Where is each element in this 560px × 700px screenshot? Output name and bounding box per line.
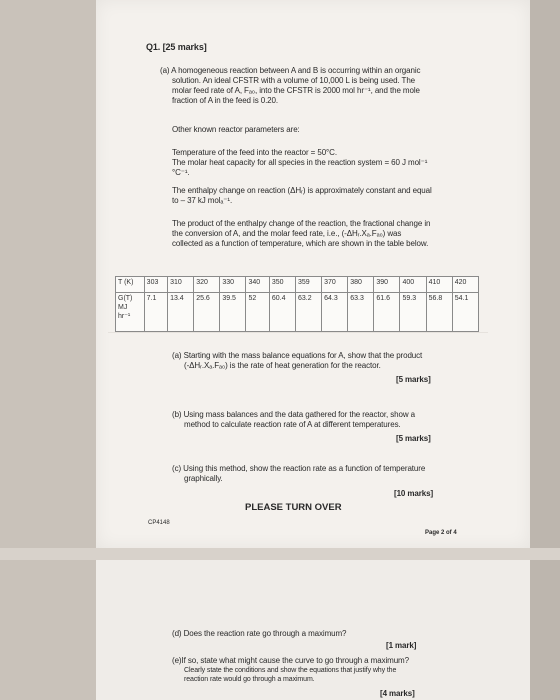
background-right <box>530 0 560 700</box>
part-b-marks: [5 marks] <box>396 434 431 443</box>
part-c-line-1: (c) Using this method, show the reaction rate as a function of temperature <box>172 464 426 473</box>
part-d-marks: [1 mark] <box>386 641 417 650</box>
table-cell: 390 <box>374 277 400 293</box>
table-cell: 330 <box>220 277 246 293</box>
table-cell: 359 <box>295 277 321 293</box>
table-cell: 380 <box>348 277 374 293</box>
intro-line-2: solution. An ideal CFSTR with a volume of 10,000 L is being used. The <box>172 76 416 85</box>
part-a-marks: [5 marks] <box>396 375 431 384</box>
table-cell: 61.6 <box>374 292 400 331</box>
table-row-label-line: G(T) <box>118 294 133 302</box>
background-left <box>0 0 96 700</box>
table-row <box>116 292 479 331</box>
param-heat-capacity-units: °C⁻¹. <box>172 168 190 177</box>
param-heat-capacity: The molar heat capacity for all species in the reaction system = 60 J mol⁻¹ <box>172 158 428 167</box>
part-a-line-2: (-ΔHᵣ.Xₐ.Fₐ₀) is the rate of heat generation for the reactor. <box>184 361 381 370</box>
table-cell: 59.3 <box>400 292 426 331</box>
param-enthalpy: The enthalpy change on reaction (ΔHᵣ) is approximately constant and equal <box>172 186 432 195</box>
product-line-3: collected as a function of temperature, which are shown in the table below. <box>172 239 429 248</box>
table-row-label <box>116 292 145 331</box>
params-title: Other known reactor parameters are: <box>172 125 300 134</box>
data-table <box>115 276 479 332</box>
table-cell: 25.6 <box>194 292 220 331</box>
table-cell: 56.8 <box>426 292 452 331</box>
table-row-label-line: hr⁻¹ <box>118 312 131 320</box>
table-cell: 420 <box>452 277 478 293</box>
part-c-line-2: graphically. <box>184 474 223 483</box>
table-row-label-line: MJ <box>118 303 128 311</box>
part-d-line-1: (d) Does the reaction rate go through a maximum? <box>172 629 347 638</box>
product-line-2: the conversion of A, and the molar feed rate, i.e., (-ΔHᵣ.Xₐ.Fₐ₀) was <box>172 229 402 238</box>
table-cell: 310 <box>168 277 194 293</box>
table-cell: 13.4 <box>168 292 194 331</box>
intro-line-1: (a) A homogeneous reaction between A and B is occurring within an organic <box>160 66 421 75</box>
table-cell: 410 <box>426 277 452 293</box>
intro-line-4: fraction of A in the feed is 0.20. <box>172 96 279 105</box>
table-cell: 63.3 <box>348 292 374 331</box>
table-cell: 60.4 <box>269 292 295 331</box>
table-cell: 64.3 <box>322 292 348 331</box>
part-c-marks: [10 marks] <box>394 489 434 498</box>
table-cell: 340 <box>246 277 269 293</box>
question-header: Q1. [25 marks] <box>146 42 207 52</box>
table-cell: 54.1 <box>452 292 478 331</box>
table-cell: 320 <box>194 277 220 293</box>
param-temperature: Temperature of the feed into the reactor = 50°C. <box>172 148 337 157</box>
param-enthalpy-value: to – 37 kJ molₐ⁻¹. <box>172 196 233 205</box>
table-row <box>116 277 479 293</box>
table-row-label: T (K) <box>116 277 145 293</box>
table-cell: 7.1 <box>144 292 167 331</box>
table-cell: 303 <box>144 277 167 293</box>
part-a-line-1: (a) Starting with the mass balance equations for A, show that the product <box>172 351 423 360</box>
table-cell: 400 <box>400 277 426 293</box>
turn-over: PLEASE TURN OVER <box>245 502 342 513</box>
table-cell: 63.2 <box>295 292 321 331</box>
part-e-line-1: (e)If so, state what might cause the curve to go through a maximum? <box>172 656 409 665</box>
part-e-line-2: Clearly state the conditions and show the equations that justify why the <box>184 667 397 674</box>
part-e-line-3: reaction rate would go through a maximum. <box>184 676 315 683</box>
page-number: Page 2 of 4 <box>425 530 457 536</box>
table-cell: 370 <box>322 277 348 293</box>
table-cell: 39.5 <box>220 292 246 331</box>
part-e-marks: [4 marks] <box>380 689 415 698</box>
part-b-line-1: (b) Using mass balances and the data gathered for the reactor, show a <box>172 410 416 419</box>
divider <box>108 332 488 333</box>
product-line-1: The product of the enthalpy change of the reaction, the fractional change in <box>172 219 431 228</box>
table-cell: 350 <box>269 277 295 293</box>
intro-line-3: molar feed rate of A, Fₐ₀, into the CFSTR is 2000 mol hr⁻¹, and the mole <box>172 86 420 95</box>
part-b-line-2: method to calculate reaction rate of A at different temperatures. <box>184 420 401 429</box>
page-code: CP4148 <box>148 520 170 526</box>
page-gap <box>0 548 560 560</box>
table-cell: 52 <box>246 292 269 331</box>
